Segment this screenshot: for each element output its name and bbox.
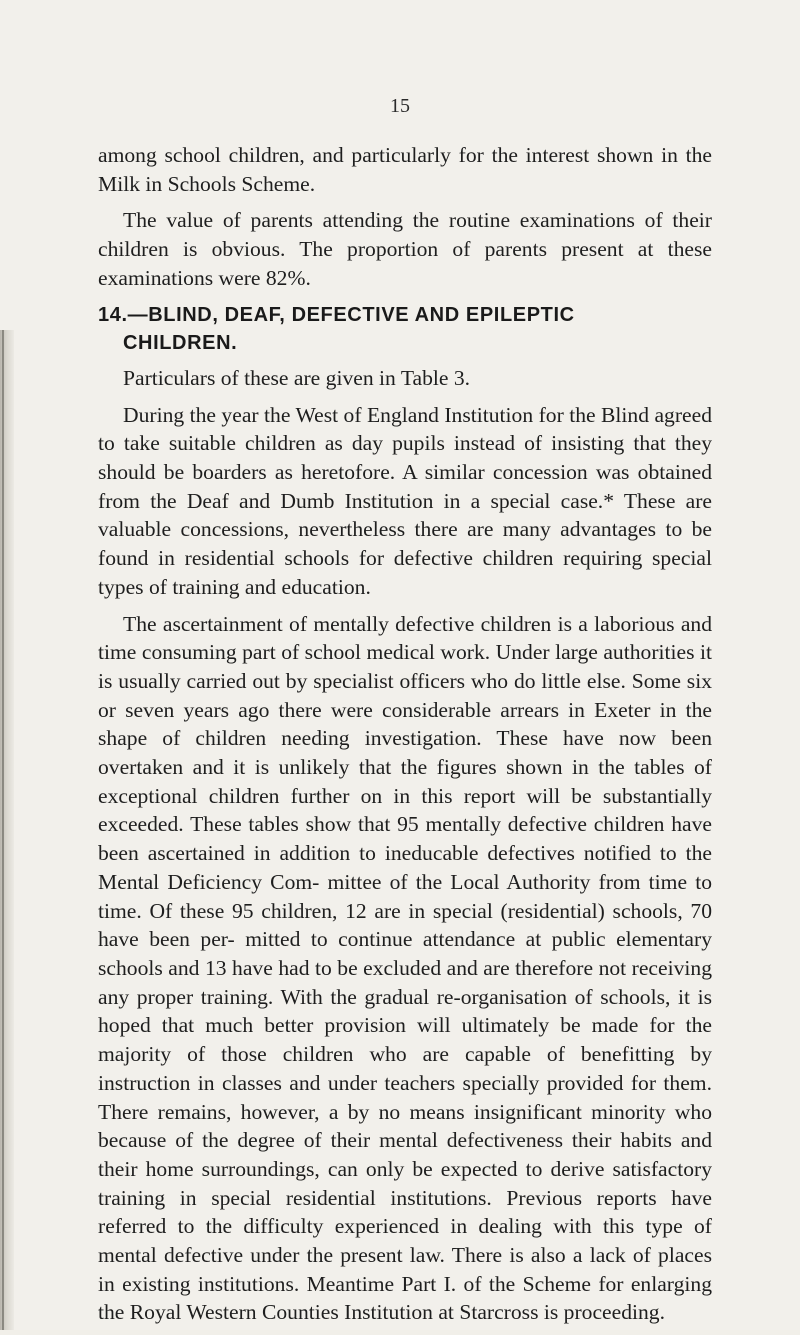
section-title-line2: CHILDREN. — [123, 332, 238, 355]
section-heading — [98, 301, 712, 358]
paragraph-particulars: Particulars of these are given in Table 3. — [123, 365, 471, 390]
binding-edge — [2, 330, 4, 1330]
paragraph-parents-attending: The value of parents attending the routine examinations of their children is obvious. The proportion of parents present at these examinations were 82%. — [98, 208, 712, 290]
section-number: 14. — [98, 303, 128, 326]
paragraph-blind-institution: During the year the West of England Institution for the Blind agreed to take suitable children as day pupils instead of insisting that they should be boarders as heretofore. A similar concession was obtained from the Deaf and Dumb Institution in a special case.* These are valuable concessions, nevertheless there are many advantages to be found in residential schools for defective children requiring special types of training and education. — [98, 402, 712, 599]
body-text — [98, 141, 712, 1335]
section-title-line1: —BLIND, DEAF, DEFECTIVE AND EPILEPTIC — [127, 303, 575, 326]
paragraph-milk-scheme: among school children, and particularly for the interest shown in the Milk in Schools Scheme. — [98, 143, 712, 196]
paragraph-mentally-defective: The ascertainment of mentally defective children is a laborious and time consuming part of school medical work. Under large authorities it is usually carried out by specialist officers who do little else. Some six or seven years ago there were considerable arrears in Exeter in the shape of children needing investigation. These have now been overtaken and it is unlikely that the figures shown in the tables of exceptional children further on in this report will be substantially exceeded. These tables show that 95 mentally defective children have been ascertained in addition to ineducable defectives notified to the Mental Deficiency Com- mittee of the Local Authority from time to time. Of these 95 children, 12 are in special (residential) schools, 70 have been per- mitted to continue attendance at public elementary schools and 13 have had to be excluded and are therefore not receiving any proper training. With the gradual re-organisation of schools, it is hoped that much better provision will ultimately be made for the majority of those children who are capable of benefitting by instruction in classes and under teachers specially provided for them. There remains, however, a by no means insignificant minority who because of the degree of their mental defectiveness their habits and their home surroundings, can only be expected to derive satisfactory training in special residential institutions. Previous reports have referred to the difficulty experienced in dealing with this type of mental defective under the present law. There is also a lack of places in existing institutions. Meantime Part I. of the Scheme for enlarging the Royal Western Counties Institution at Starcross is proceeding. — [98, 611, 712, 1325]
page-number: 15 — [390, 95, 410, 117]
